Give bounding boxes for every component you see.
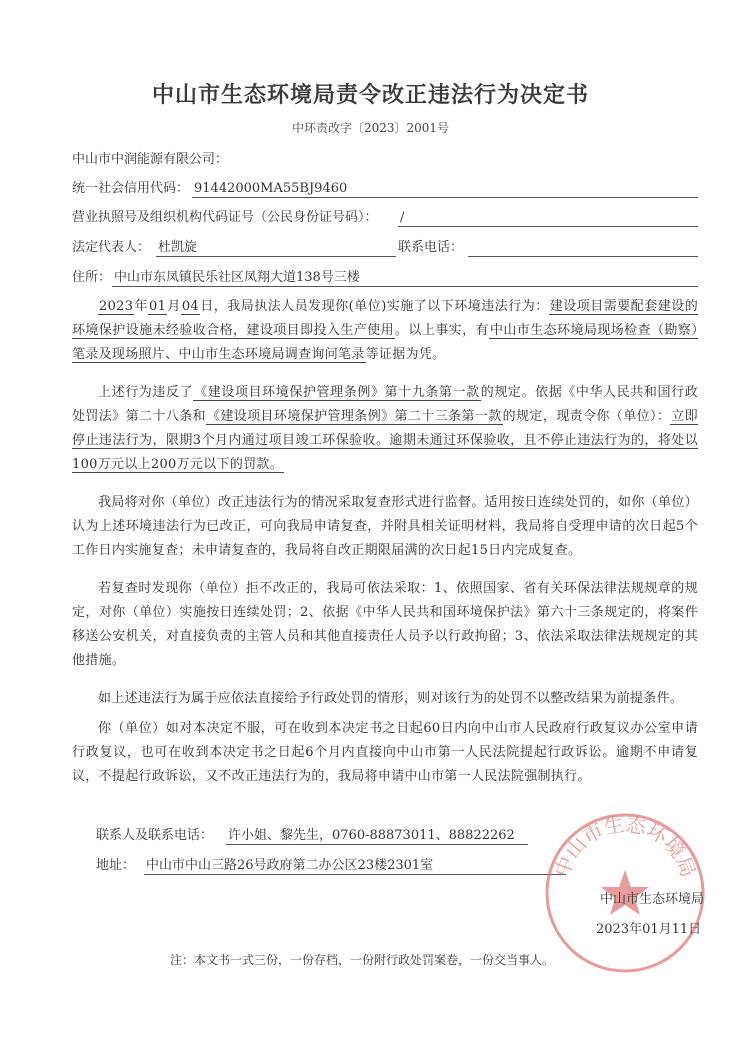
legal-rep-row: [72, 238, 698, 258]
party-name: 中山市中润能源有限公司：: [72, 152, 229, 167]
signature-date: 2023年01月11日: [596, 922, 702, 937]
paragraph-facts: 2023年01月04日，我局执法人员发现你(单位)实施了以下环境违法行为：建设项目需要配套建设的环境保护设施未经验收合格，建设项目即投入生产使用。以上事实，有中山市生态环境局现场检查（勘察）笔录及现场照片、中山市生态环境局调查询问笔录等证据为凭。: [72, 299, 698, 362]
legal-rep-label: 法定代表人：: [72, 240, 151, 255]
violated-law: 《建设项目环境保护管理条例》第十九条第一款: [194, 385, 480, 400]
paragraph-legal-basis: 上述行为违反了《建设项目环境保护管理条例》第十九条第一款的规定。依据《中华人民共和国行政处罚法》第二十八条和《建设项目环境保护管理条例》第二十三条第一款的规定，现责令你（单位）：立即停止违法行为，限期3个月内通过项目竣工环保验收。逾期未通过环保验收，且不停止违法行为的，将处以100万元以上200万元以下的罚款。: [72, 385, 698, 472]
license-label: 营业执照号及组织机构代码证号（公民身份证号码）：: [72, 210, 378, 225]
contact-label: 联系人及联系电话：: [96, 828, 214, 843]
phone-label: 联系电话：: [398, 240, 464, 255]
license-value: /: [398, 208, 698, 227]
credit-code-value: 91442000MA55BJ9460: [192, 179, 698, 198]
contact-value: 许小姐、黎先生，0760-88873011、88822262: [226, 826, 528, 845]
document-number: 中环责改字〔2023〕2001号: [291, 121, 450, 135]
address-value: 中山市东凤镇民乐社区凤翔大道138号三楼: [112, 268, 698, 287]
agency-address-label: 地址：: [96, 858, 136, 873]
signature-org: 中山市生态环境局: [600, 892, 705, 907]
paragraph-penalty-condition: 如上述违法行为属于应依法直接给予行政处罚的情形，则对该行为的处罚不以整改结果为前提条件。: [98, 691, 684, 706]
legal-rep-value: 杜凯旋: [156, 238, 396, 257]
address-label: 住所：: [72, 270, 112, 285]
evidence-text: 中山市生态环境局现场检查（勘察）笔录及现场照片、中山市生态环境局调查询问笔录: [72, 323, 698, 362]
document-title: 中山市生态环境局责令改正违法行为决定书: [151, 83, 589, 108]
agency-address-value: 中山市中山三路26号政府第二办公区23楼2301室: [144, 856, 566, 875]
paragraph-appeal: 你（单位）如对本决定不服，可在收到本决定书之日起60日内向中山市人民政府行政复议办公室申请行政复议，也可在收到本决定书之日起6个月内直接向中山市第一人民法院提起行政诉讼。逾期不申请复议，不提起行政诉讼，又不改正违法行为的，我局将申请中山市第一人民法院强制执行。: [72, 721, 698, 784]
violation-text: 建设项目需要配套建设的环境保护设施未经验收合格，建设项目即投入生产使用: [72, 299, 698, 338]
penalty-law: 《建设项目环境保护管理条例》第二十三条第一款: [206, 409, 502, 424]
credit-code-label: 统一社会信用代码：: [72, 181, 190, 196]
seal-text: 中山市生态环境局: [549, 812, 701, 881]
phone-value: [468, 238, 698, 257]
license-row: [72, 208, 698, 228]
paragraph-review: 我局将对你（单位）改正违法行为的情况采取复查形式进行监督。适用按日连续处罚的，如你（单位）认为上述环境违法行为已改正，可向我局申请复查，并附具相关证明材料，我局将自受理申请的次日起5个工作日内实施复查；未申请复查的，我局将自改正期限届满的次日起15日内完成复查。: [72, 495, 698, 558]
credit-code-row: [72, 179, 698, 199]
paragraph-refusal: 若复查时发现你（单位）拒不改正的，我局可依法采取：1、依照国家、省有关环保法律法规规章的规定，对你（单位）实施按日连续处罚；2、依据《中华人民共和国环境保护法》第六十三条规定的，将案件移送公安机关，对直接负责的主管人员和其他直接责任人员予以行政拘留；3、依法采取法律法规规定的其他措施。: [72, 581, 698, 668]
decision-body: [72, 295, 698, 789]
address-row: [72, 268, 698, 288]
footnote: 注：本文书一式三份，一份存档，一份附行政处罚案卷，一份交当事人。: [170, 953, 555, 967]
correction-order: 立即停止违法行为，限期3个月内通过项目竣工环保验收。逾期未通过环保验收，且不停止违法行为的，将处以100万元以上200万元以下的罚款。: [72, 409, 698, 472]
